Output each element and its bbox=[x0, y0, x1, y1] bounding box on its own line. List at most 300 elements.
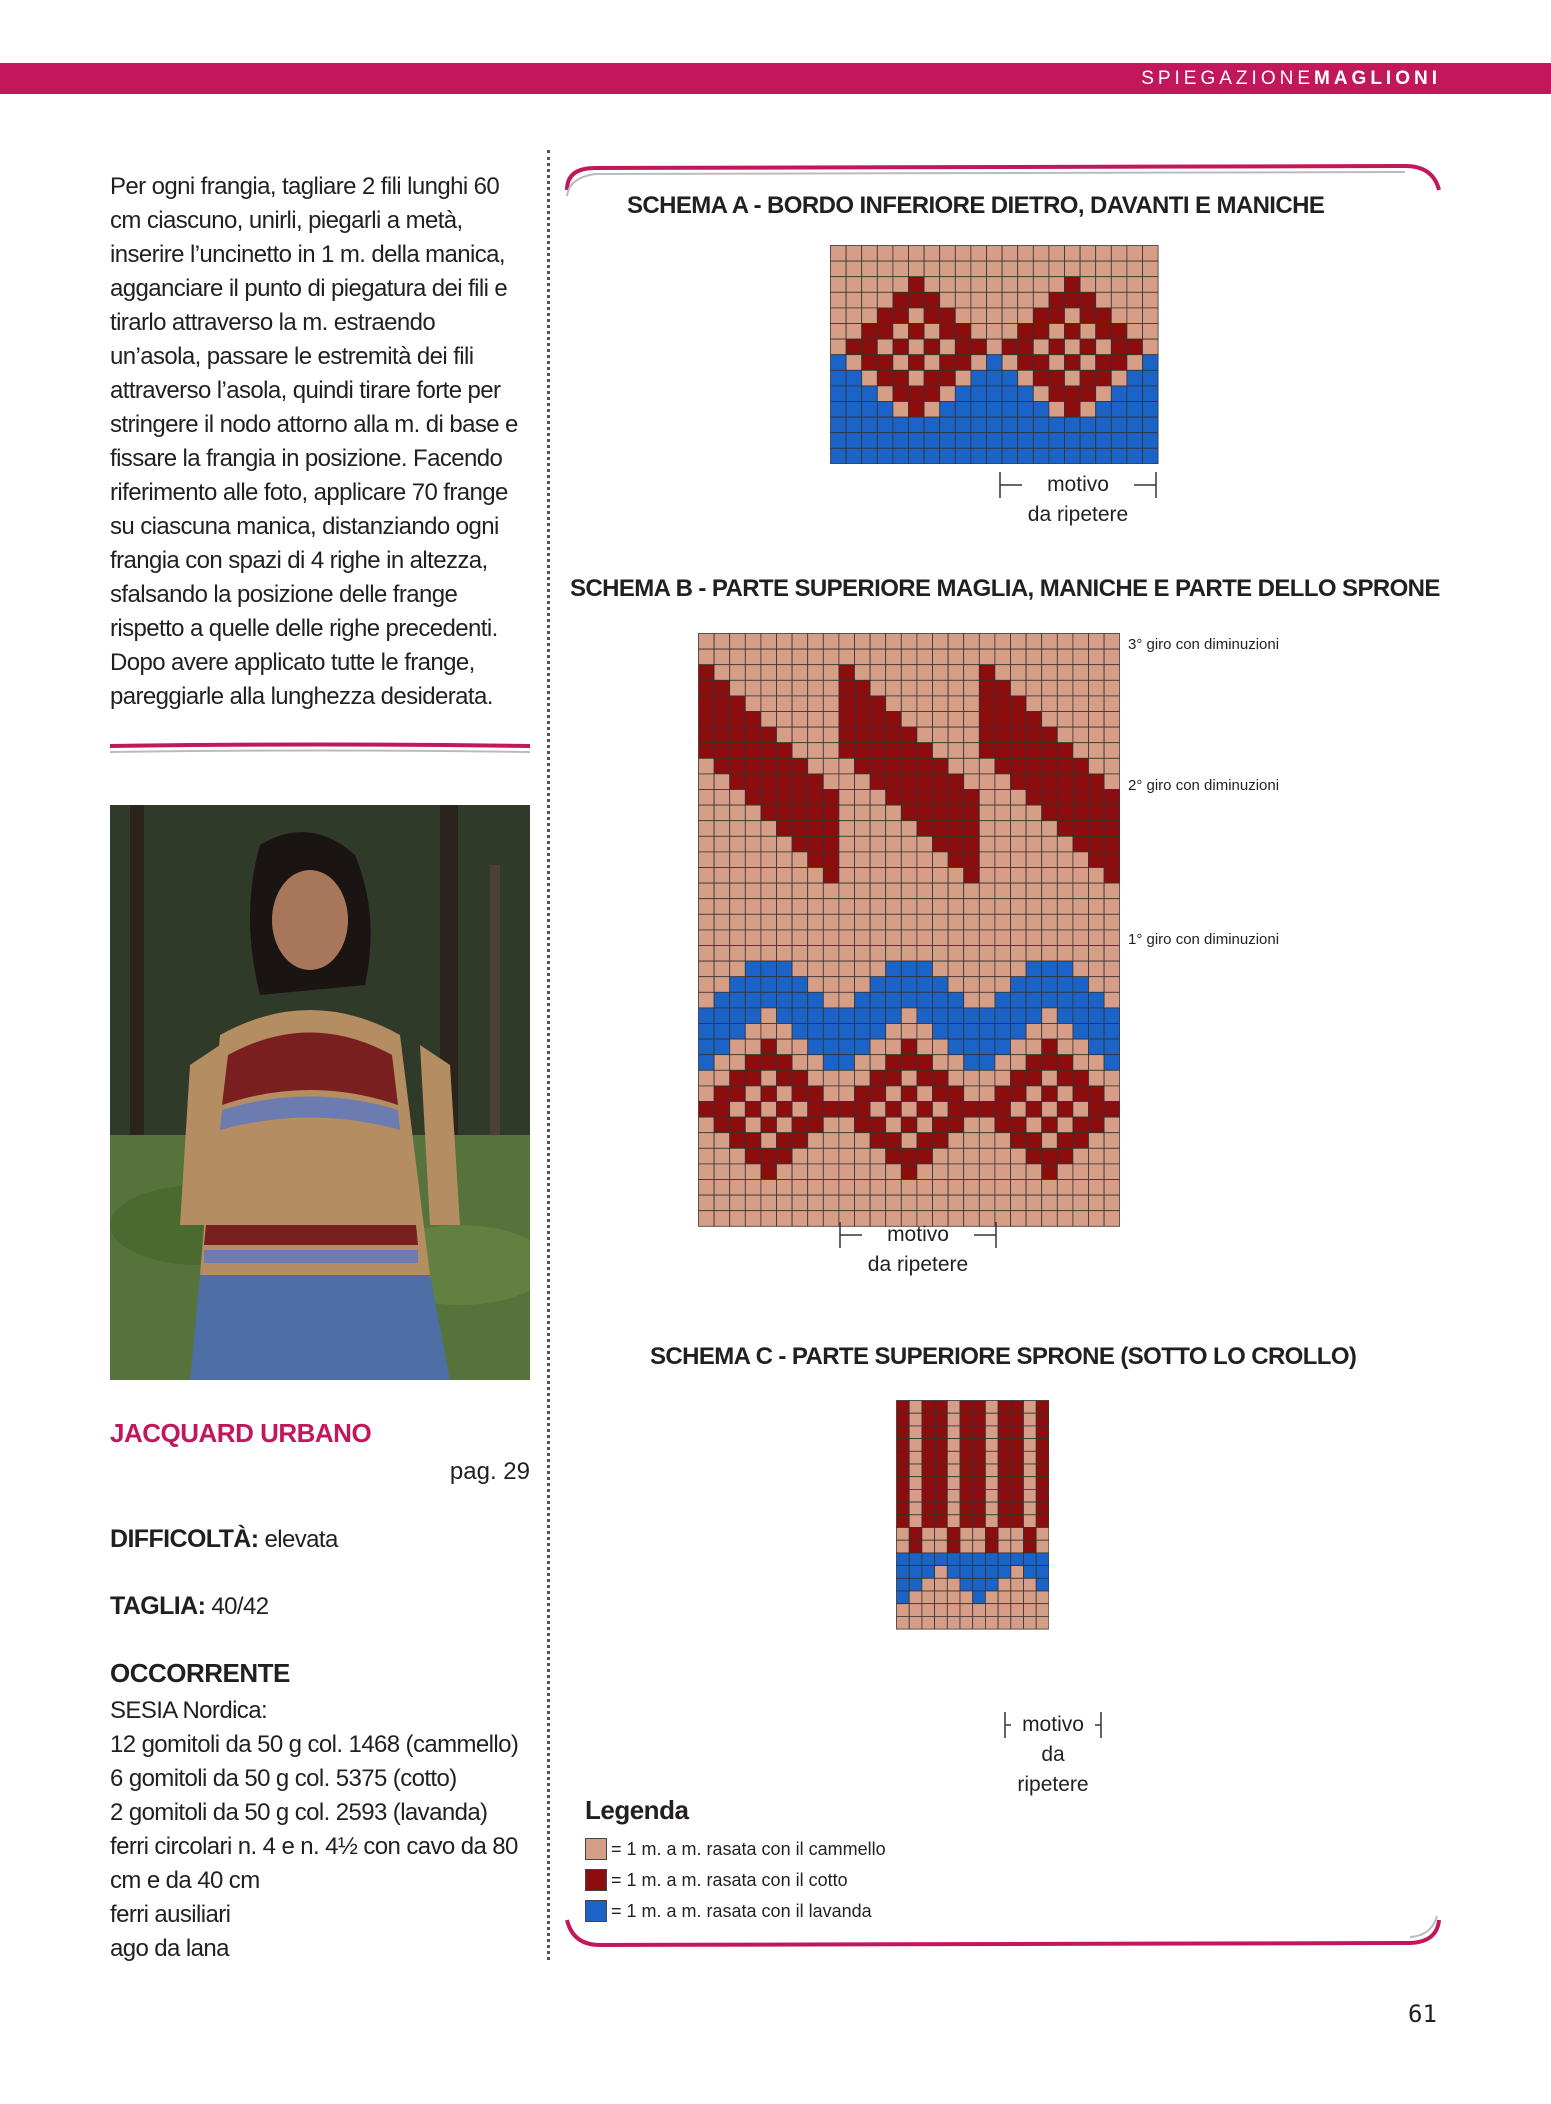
stitch-cell bbox=[855, 914, 871, 930]
stitch-cell bbox=[823, 790, 839, 806]
stitch-cell bbox=[909, 1426, 922, 1439]
stitch-cell bbox=[855, 1102, 871, 1118]
page-reference: pag. 29 bbox=[449, 1458, 530, 1485]
stitch-cell bbox=[979, 883, 995, 899]
stitch-cell bbox=[935, 1616, 948, 1629]
stitch-cell bbox=[933, 1024, 949, 1040]
stitch-cell bbox=[893, 324, 909, 340]
stitch-cell bbox=[971, 246, 987, 262]
stitch-cell bbox=[792, 805, 808, 821]
stitch-cell bbox=[917, 1164, 933, 1180]
stitch-cell bbox=[948, 1148, 964, 1164]
stitch-cell bbox=[831, 339, 847, 355]
stitch-cell bbox=[1057, 836, 1073, 852]
stitch-cell bbox=[745, 1211, 761, 1227]
stitch-cell bbox=[1127, 261, 1143, 277]
stitch-cell bbox=[1033, 433, 1049, 449]
stitch-cell bbox=[987, 433, 1003, 449]
stitch-cell bbox=[933, 712, 949, 728]
stitch-cell bbox=[917, 883, 933, 899]
stitch-cell bbox=[940, 292, 956, 308]
stitch-cell bbox=[745, 836, 761, 852]
stitch-cell bbox=[714, 649, 730, 665]
stitch-cell bbox=[1080, 402, 1096, 418]
stitch-cell bbox=[1096, 246, 1112, 262]
stitch-cell bbox=[1073, 774, 1089, 790]
stitch-cell bbox=[855, 712, 871, 728]
stitch-cell bbox=[730, 696, 746, 712]
stitch-cell bbox=[973, 1426, 986, 1439]
stitch-cell bbox=[964, 836, 980, 852]
stitch-cell bbox=[745, 1070, 761, 1086]
stitch-cell bbox=[839, 1133, 855, 1149]
stitch-cell bbox=[901, 977, 917, 993]
stitch-cell bbox=[1042, 1055, 1058, 1071]
stitch-cell bbox=[855, 634, 871, 650]
stitch-cell bbox=[808, 821, 824, 837]
stitch-cell bbox=[699, 1086, 715, 1102]
stitch-cell bbox=[1042, 821, 1058, 837]
stitch-cell bbox=[862, 277, 878, 293]
stitch-cell bbox=[846, 355, 862, 371]
stitch-cell bbox=[995, 696, 1011, 712]
stitch-cell bbox=[1042, 930, 1058, 946]
stitch-cell bbox=[839, 977, 855, 993]
stitch-cell bbox=[1011, 1566, 1024, 1579]
stitch-cell bbox=[1111, 370, 1127, 386]
stitch-cell bbox=[839, 805, 855, 821]
stitch-cell bbox=[792, 1070, 808, 1086]
stitch-cell bbox=[948, 1070, 964, 1086]
stitch-cell bbox=[995, 1117, 1011, 1133]
stitch-cell bbox=[699, 899, 715, 915]
stitch-cell bbox=[777, 758, 793, 774]
stitch-cell bbox=[792, 977, 808, 993]
material-item: ferri circolari n. 4 e n. 4½ con cavo da 80 cm e da 40 cm bbox=[110, 1833, 518, 1894]
stitch-cell bbox=[917, 1024, 933, 1040]
stitch-cell bbox=[1024, 1540, 1037, 1553]
stitch-cell bbox=[699, 1164, 715, 1180]
stitch-cell bbox=[777, 1008, 793, 1024]
stitch-cell bbox=[1036, 1553, 1049, 1566]
stitch-cell bbox=[901, 727, 917, 743]
stitch-cell bbox=[730, 680, 746, 696]
stitch-cell bbox=[777, 805, 793, 821]
stitch-cell bbox=[823, 1008, 839, 1024]
stitch-cell bbox=[1002, 277, 1018, 293]
stitch-cell bbox=[1011, 712, 1027, 728]
stitch-cell bbox=[909, 1439, 922, 1452]
stitch-cell bbox=[1096, 417, 1112, 433]
stitch-cell bbox=[987, 402, 1003, 418]
stitch-cell bbox=[897, 1553, 910, 1566]
stitch-cell bbox=[1057, 1086, 1073, 1102]
stitch-cell bbox=[1089, 899, 1105, 915]
stitch-cell bbox=[901, 1148, 917, 1164]
stitch-cell bbox=[839, 743, 855, 759]
stitch-cell bbox=[823, 836, 839, 852]
difficulty-spec bbox=[110, 1525, 338, 1554]
stitch-cell bbox=[823, 1164, 839, 1180]
stitch-cell bbox=[855, 649, 871, 665]
stitch-cell bbox=[1111, 386, 1127, 402]
stitch-cell bbox=[1042, 1039, 1058, 1055]
stitch-cell bbox=[777, 930, 793, 946]
stitch-cell bbox=[897, 1477, 910, 1490]
stitch-cell bbox=[699, 836, 715, 852]
stitch-cell bbox=[855, 1133, 871, 1149]
stitch-cell bbox=[839, 914, 855, 930]
stitch-cell bbox=[1104, 899, 1120, 915]
stitch-cell bbox=[862, 261, 878, 277]
stitch-cell bbox=[777, 665, 793, 681]
stitch-cell bbox=[792, 712, 808, 728]
repeat-line-2: da ripetere bbox=[867, 1253, 969, 1276]
stitch-cell bbox=[960, 1464, 973, 1477]
stitch-cell bbox=[1049, 308, 1065, 324]
stitch-cell bbox=[777, 1086, 793, 1102]
chart-a-grid bbox=[830, 245, 1159, 464]
stitch-cell bbox=[1065, 292, 1081, 308]
stitch-cell bbox=[1026, 1148, 1042, 1164]
stitch-cell bbox=[935, 1604, 948, 1617]
stitch-cell bbox=[1036, 1464, 1049, 1477]
stitch-cell bbox=[948, 680, 964, 696]
stitch-cell bbox=[933, 992, 949, 1008]
stitch-cell bbox=[777, 899, 793, 915]
chart-b-title: SCHEMA B - PARTE SUPERIORE MAGLIA, MANICHE E PARTE DELLO SPRONE bbox=[570, 575, 1440, 602]
stitch-cell bbox=[979, 1055, 995, 1071]
stitch-cell bbox=[1089, 712, 1105, 728]
stitch-cell bbox=[855, 868, 871, 884]
stitch-cell bbox=[839, 790, 855, 806]
stitch-cell bbox=[1011, 1502, 1024, 1515]
stitch-cell bbox=[1057, 977, 1073, 993]
stitch-cell bbox=[964, 868, 980, 884]
stitch-cell bbox=[792, 1008, 808, 1024]
stitch-cell bbox=[1011, 1578, 1024, 1591]
stitch-cell bbox=[870, 1117, 886, 1133]
legend-swatch bbox=[585, 1900, 607, 1922]
stitch-cell bbox=[1111, 261, 1127, 277]
stitch-cell bbox=[823, 1102, 839, 1118]
stitch-cell bbox=[1011, 649, 1027, 665]
stitch-cell bbox=[917, 743, 933, 759]
stitch-cell bbox=[745, 868, 761, 884]
stitch-cell bbox=[862, 386, 878, 402]
stitch-cell bbox=[808, 914, 824, 930]
chart-b-note-3: 3° giro con diminuzioni bbox=[1128, 636, 1280, 653]
stitch-cell bbox=[971, 277, 987, 293]
stitch-cell bbox=[1104, 977, 1120, 993]
stitch-cell bbox=[1073, 727, 1089, 743]
chart-b-repeat-label bbox=[838, 1220, 998, 1280]
stitch-cell bbox=[855, 1148, 871, 1164]
stitch-cell bbox=[761, 774, 777, 790]
stitch-cell bbox=[1011, 1604, 1024, 1617]
stitch-cell bbox=[901, 790, 917, 806]
stitch-cell bbox=[870, 665, 886, 681]
stitch-cell bbox=[947, 1591, 960, 1604]
stitch-cell bbox=[808, 805, 824, 821]
stitch-cell bbox=[897, 1439, 910, 1452]
stitch-cell bbox=[1096, 324, 1112, 340]
stitch-cell bbox=[777, 961, 793, 977]
stitch-cell bbox=[971, 370, 987, 386]
stitch-cell bbox=[714, 821, 730, 837]
stitch-cell bbox=[964, 712, 980, 728]
stitch-cell bbox=[761, 1148, 777, 1164]
stitch-cell bbox=[909, 246, 925, 262]
stitch-cell bbox=[1057, 1195, 1073, 1211]
stitch-cell bbox=[839, 1008, 855, 1024]
stitch-cell bbox=[699, 1102, 715, 1118]
stitch-cell bbox=[1057, 712, 1073, 728]
stitch-cell bbox=[909, 1464, 922, 1477]
stitch-cell bbox=[1143, 370, 1159, 386]
stitch-cell bbox=[1042, 1211, 1058, 1227]
stitch-cell bbox=[1057, 899, 1073, 915]
stitch-cell bbox=[909, 1578, 922, 1591]
stitch-cell bbox=[839, 821, 855, 837]
stitch-cell bbox=[901, 1039, 917, 1055]
stitch-cell bbox=[1026, 961, 1042, 977]
stitch-cell bbox=[808, 1086, 824, 1102]
stitch-cell bbox=[699, 1195, 715, 1211]
stitch-cell bbox=[1057, 1070, 1073, 1086]
stitch-cell bbox=[1089, 1164, 1105, 1180]
stitch-cell bbox=[792, 930, 808, 946]
stitch-cell bbox=[855, 821, 871, 837]
stitch-cell bbox=[933, 1180, 949, 1196]
stitch-cell bbox=[877, 433, 893, 449]
stitch-cell bbox=[870, 1039, 886, 1055]
stitch-cell bbox=[855, 977, 871, 993]
stitch-cell bbox=[714, 852, 730, 868]
stitch-cell bbox=[823, 946, 839, 962]
stitch-cell bbox=[935, 1464, 948, 1477]
stitch-cell bbox=[823, 1133, 839, 1149]
stitch-cell bbox=[960, 1439, 973, 1452]
stitch-cell bbox=[979, 1164, 995, 1180]
stitch-cell bbox=[987, 277, 1003, 293]
stitch-cell bbox=[1104, 1024, 1120, 1040]
stitch-cell bbox=[886, 634, 902, 650]
stitch-cell bbox=[971, 386, 987, 402]
materials-heading: OCCORRENTE bbox=[110, 1658, 290, 1688]
stitch-cell bbox=[855, 1039, 871, 1055]
stitch-cell bbox=[909, 433, 925, 449]
stitch-cell bbox=[761, 946, 777, 962]
stitch-cell bbox=[1018, 370, 1034, 386]
stitch-cell bbox=[1011, 1008, 1027, 1024]
stitch-cell bbox=[893, 261, 909, 277]
stitch-cell bbox=[808, 649, 824, 665]
material-item: 12 gomitoli da 50 g col. 1468 (cammello) bbox=[110, 1731, 519, 1758]
stitch-cell bbox=[995, 821, 1011, 837]
stitch-cell bbox=[745, 1148, 761, 1164]
stitch-cell bbox=[1011, 1024, 1027, 1040]
stitch-cell bbox=[823, 774, 839, 790]
stitch-cell bbox=[901, 1024, 917, 1040]
stitch-cell bbox=[1018, 292, 1034, 308]
stitch-cell bbox=[714, 1133, 730, 1149]
stitch-cell bbox=[973, 1616, 986, 1629]
stitch-cell bbox=[971, 261, 987, 277]
stitch-cell bbox=[1026, 743, 1042, 759]
stitch-cell bbox=[964, 1070, 980, 1086]
stitch-cell bbox=[1057, 992, 1073, 1008]
stitch-cell bbox=[699, 1024, 715, 1040]
stitch-cell bbox=[1033, 292, 1049, 308]
stitch-cell bbox=[985, 1413, 998, 1426]
stitch-cell bbox=[870, 1055, 886, 1071]
stitch-cell bbox=[924, 448, 940, 464]
stitch-cell bbox=[1080, 261, 1096, 277]
stitch-cell bbox=[995, 743, 1011, 759]
stitch-cell bbox=[792, 1148, 808, 1164]
stitch-cell bbox=[1089, 790, 1105, 806]
stitch-cell bbox=[948, 1164, 964, 1180]
stitch-cell bbox=[823, 977, 839, 993]
stitch-cell bbox=[745, 727, 761, 743]
stitch-cell bbox=[808, 1133, 824, 1149]
stitch-cell bbox=[909, 1451, 922, 1464]
stitch-cell bbox=[901, 1055, 917, 1071]
stitch-cell bbox=[909, 386, 925, 402]
stitch-cell bbox=[714, 1070, 730, 1086]
stitch-cell bbox=[1089, 1070, 1105, 1086]
stitch-cell bbox=[1127, 277, 1143, 293]
stitch-cell bbox=[1073, 1055, 1089, 1071]
stitch-cell bbox=[909, 1616, 922, 1629]
stitch-cell bbox=[955, 324, 971, 340]
page-number: 61 bbox=[1408, 2000, 1437, 2028]
stitch-cell bbox=[1073, 821, 1089, 837]
stitch-cell bbox=[909, 1553, 922, 1566]
stitch-cell bbox=[1089, 774, 1105, 790]
stitch-cell bbox=[1057, 961, 1073, 977]
stitch-cell bbox=[948, 634, 964, 650]
stitch-cell bbox=[940, 417, 956, 433]
stitch-cell bbox=[998, 1515, 1011, 1528]
stitch-cell bbox=[1073, 883, 1089, 899]
stitch-cell bbox=[870, 852, 886, 868]
stitch-cell bbox=[998, 1604, 1011, 1617]
stitch-cell bbox=[886, 665, 902, 681]
stitch-cell bbox=[1011, 1133, 1027, 1149]
stitch-cell bbox=[973, 1578, 986, 1591]
stitch-cell bbox=[922, 1439, 935, 1452]
stitch-cell bbox=[1089, 961, 1105, 977]
stitch-cell bbox=[1073, 1164, 1089, 1180]
stitch-cell bbox=[1104, 805, 1120, 821]
stitch-cell bbox=[1026, 992, 1042, 1008]
stitch-cell bbox=[1096, 448, 1112, 464]
stitch-cell bbox=[870, 649, 886, 665]
stitch-cell bbox=[964, 743, 980, 759]
stitch-cell bbox=[901, 836, 917, 852]
stitch-cell bbox=[870, 1070, 886, 1086]
stitch-cell bbox=[699, 774, 715, 790]
stitch-cell bbox=[901, 852, 917, 868]
stitch-cell bbox=[886, 1086, 902, 1102]
stitch-cell bbox=[1018, 246, 1034, 262]
stitch-cell bbox=[1024, 1566, 1037, 1579]
stitch-cell bbox=[1065, 386, 1081, 402]
material-item: ago da lana bbox=[110, 1935, 229, 1962]
stitch-cell bbox=[901, 1117, 917, 1133]
stitch-cell bbox=[1096, 355, 1112, 371]
stitch-cell bbox=[964, 1039, 980, 1055]
stitch-cell bbox=[777, 946, 793, 962]
stitch-cell bbox=[948, 712, 964, 728]
stitch-cell bbox=[1073, 1102, 1089, 1118]
stitch-cell bbox=[1057, 1008, 1073, 1024]
stitch-cell bbox=[1080, 277, 1096, 293]
stitch-cell bbox=[745, 961, 761, 977]
stitch-cell bbox=[1073, 930, 1089, 946]
stitch-cell bbox=[973, 1515, 986, 1528]
stitch-cell bbox=[761, 883, 777, 899]
stitch-cell bbox=[855, 1055, 871, 1071]
stitch-cell bbox=[831, 292, 847, 308]
legend-swatch bbox=[585, 1869, 607, 1891]
stitch-cell bbox=[808, 883, 824, 899]
stitch-cell bbox=[1089, 805, 1105, 821]
stitch-cell bbox=[1024, 1489, 1037, 1502]
stitch-cell bbox=[1089, 1086, 1105, 1102]
stitch-cell bbox=[1057, 852, 1073, 868]
stitch-cell bbox=[933, 758, 949, 774]
chart-c-title: SCHEMA C - PARTE SUPERIORE SPRONE (SOTTO LO CROLLO) bbox=[650, 1343, 1357, 1370]
stitch-cell bbox=[745, 977, 761, 993]
stitch-cell bbox=[979, 868, 995, 884]
stitch-cell bbox=[1104, 727, 1120, 743]
stitch-cell bbox=[761, 712, 777, 728]
stitch-cell bbox=[808, 727, 824, 743]
stitch-cell bbox=[745, 1086, 761, 1102]
stitch-cell bbox=[917, 852, 933, 868]
stitch-cell bbox=[714, 1039, 730, 1055]
stitch-cell bbox=[964, 774, 980, 790]
stitch-cell bbox=[714, 961, 730, 977]
stitch-cell bbox=[699, 1211, 715, 1227]
stitch-cell bbox=[761, 634, 777, 650]
stitch-cell bbox=[917, 1070, 933, 1086]
stitch-cell bbox=[924, 261, 940, 277]
stitch-cell bbox=[1065, 277, 1081, 293]
stitch-cell bbox=[714, 914, 730, 930]
stitch-cell bbox=[1057, 930, 1073, 946]
stitch-cell bbox=[855, 836, 871, 852]
stitch-cell bbox=[995, 914, 1011, 930]
stitch-cell bbox=[1002, 370, 1018, 386]
stitch-cell bbox=[886, 1117, 902, 1133]
stitch-cell bbox=[1073, 1133, 1089, 1149]
stitch-cell bbox=[1036, 1489, 1049, 1502]
repeat-line-1: motivo bbox=[887, 1223, 949, 1246]
stitch-cell bbox=[839, 852, 855, 868]
stitch-cell bbox=[761, 790, 777, 806]
stitch-cell bbox=[823, 1180, 839, 1196]
stitch-cell bbox=[964, 1148, 980, 1164]
stitch-cell bbox=[1096, 402, 1112, 418]
stitch-cell bbox=[714, 977, 730, 993]
stitch-cell bbox=[1042, 680, 1058, 696]
stitch-cell bbox=[922, 1489, 935, 1502]
stitch-cell bbox=[855, 992, 871, 1008]
